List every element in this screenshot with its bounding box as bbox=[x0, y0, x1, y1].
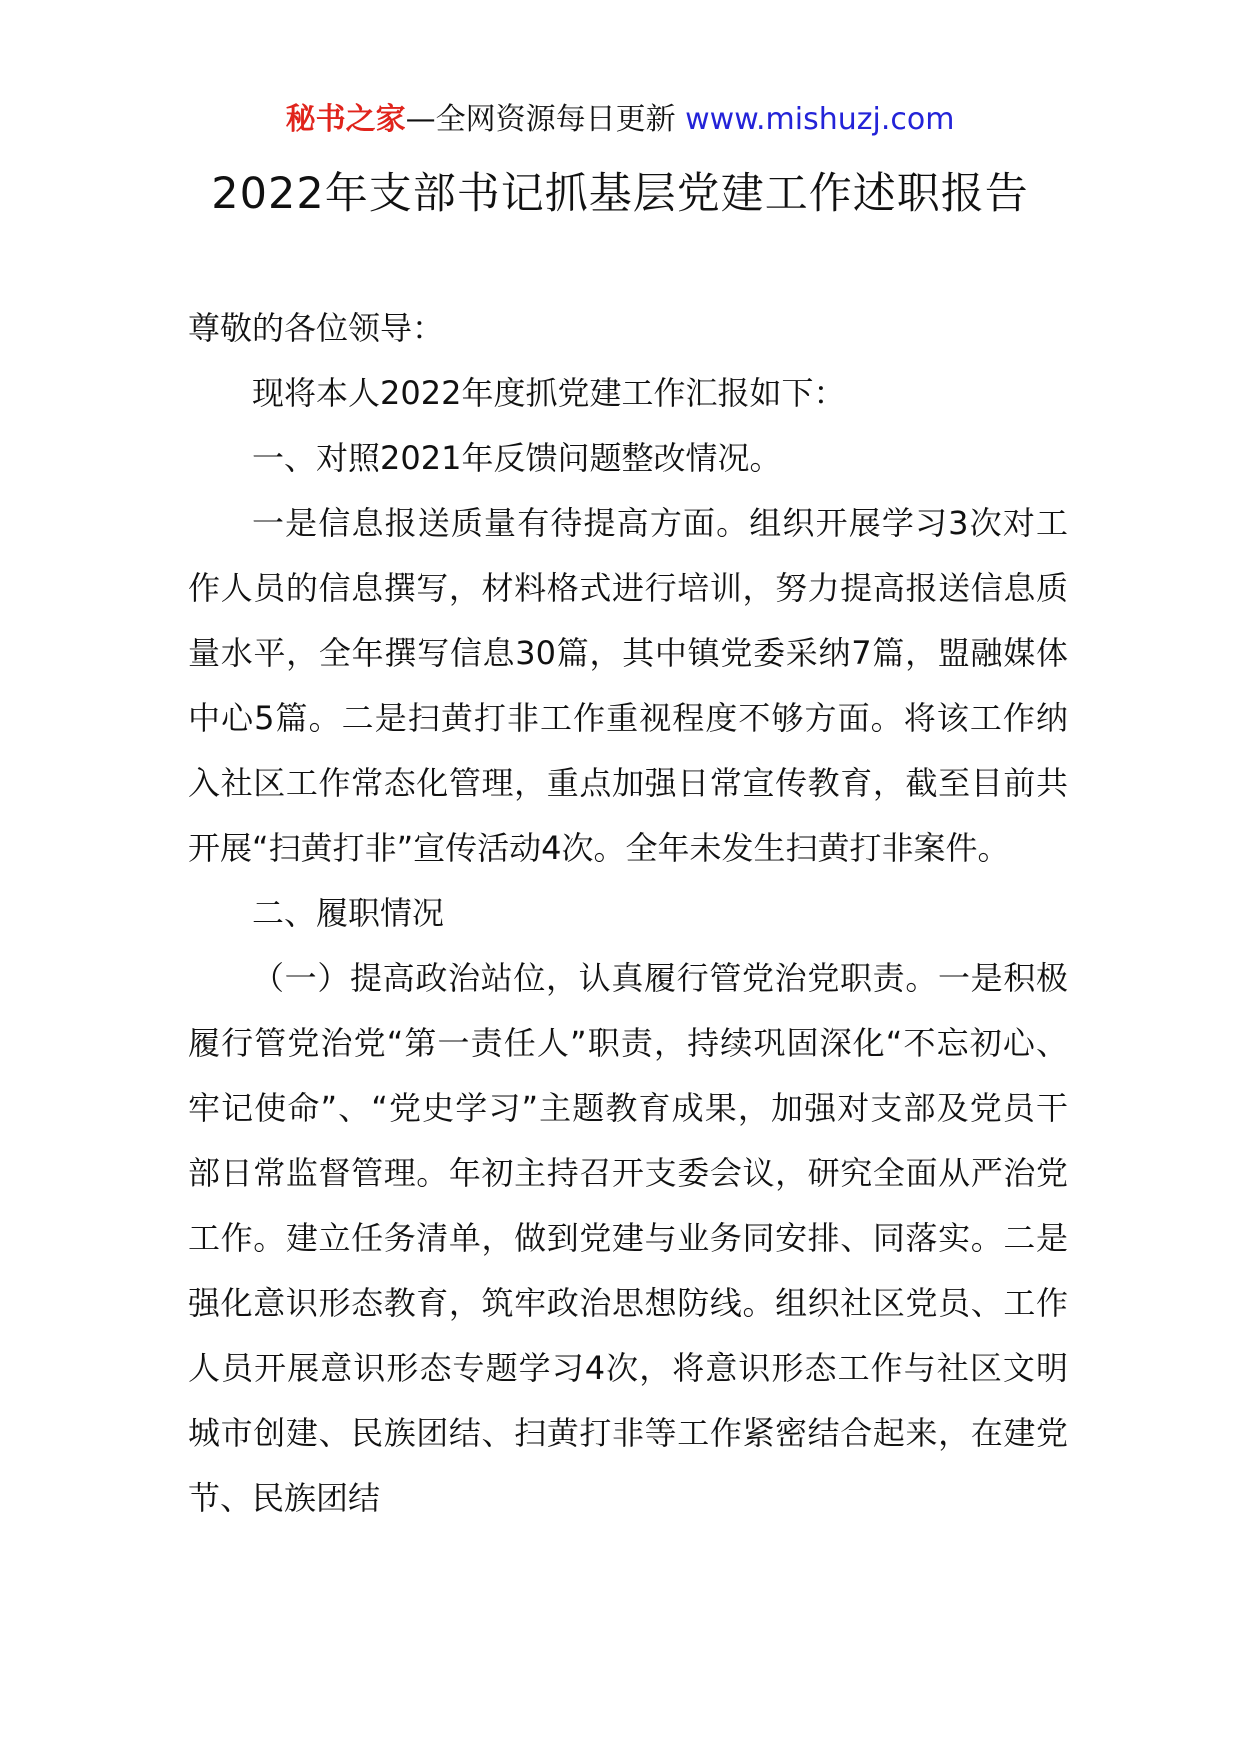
document-title: 2022年支部书记抓基层党建工作述职报告 bbox=[211, 169, 1029, 219]
paragraph-intro: 现将本人2022年度抓党建工作汇报如下： bbox=[252, 374, 846, 412]
watermark-banner bbox=[0, 100, 1240, 140]
website-link[interactable]: www.mishuzj.com bbox=[685, 102, 955, 137]
brand-slogan: —全网资源每日更新 bbox=[405, 102, 676, 137]
paragraph-rectification: 一是信息报送质量有待提高方面。组织开展学习3次对工作人员的信息撰写，材料格式进行培训，努力提高报送信息质量水平，全年撰写信息30篇，其中镇党委采纳7篇，盟融媒体中心5篇。二是扫黄打非工作重视程度不够方面。将该工作纳入社区工作常态化管理，重点加强日常宣传教育，截至目前共开展“扫黄打非”宣传活动4次。全年未发生扫黄打非案件。 bbox=[188, 504, 1068, 867]
document-body bbox=[188, 296, 1068, 1531]
section-heading-2: 二、履职情况 bbox=[252, 894, 445, 932]
brand-name: 秘书之家 bbox=[285, 102, 406, 137]
paragraph-duties: （一）提高政治站位，认真履行管党治党职责。一是积极履行管党治党“第一责任人”职责，持续巩固深化“不忘初心、牢记使命”、“党史学习”主题教育成果，加强对支部及党员干部日常监督管理。年初主持召开支委会议，研究全面从严治党工作。建立任务清单，做到党建与业务同安排、同落实。二是强化意识形态教育，筑牢政治思想防线。组织社区党员、工作人员开展意识形态专题学习4次，将意识形态工作与社区文明城市创建、民族团结、扫黄打非等工作紧密结合起来，在建党节、民族团结 bbox=[188, 959, 1068, 1517]
section-heading-1: 一、对照2021年反馈问题整改情况。 bbox=[252, 439, 782, 477]
salutation: 尊敬的各位领导： bbox=[188, 309, 445, 347]
